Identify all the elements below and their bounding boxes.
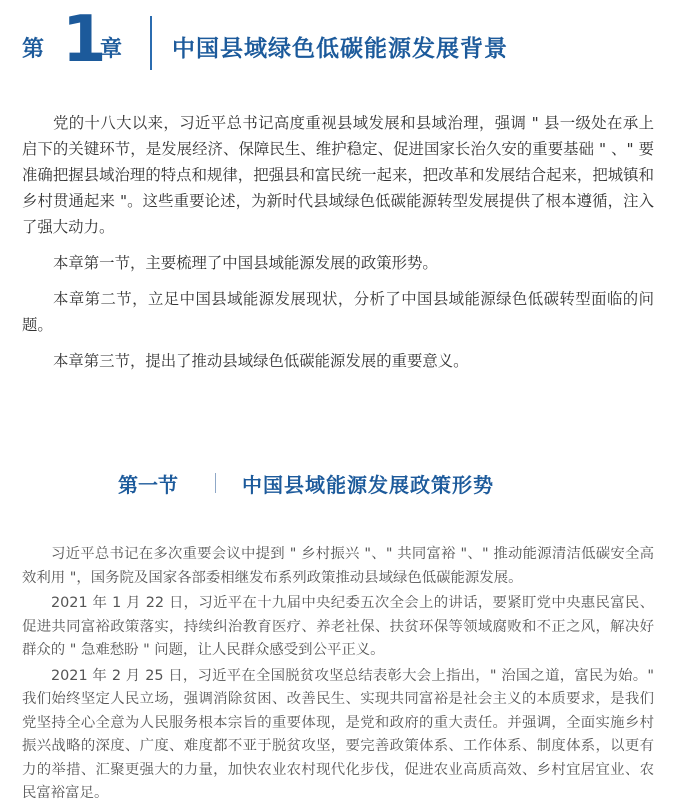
intro-paragraph: 本章第三节，提出了推动县域绿色低碳能源发展的重要意义。 (53, 352, 469, 370)
section-body (22, 543, 654, 808)
chapter-intro (22, 110, 654, 384)
chapter-divider (150, 16, 152, 70)
section-title: 中国县域能源发展政策形势 (242, 473, 494, 497)
chapter-suffix: 章 (100, 37, 123, 62)
section-divider (215, 473, 216, 493)
chapter-number: 1 (62, 3, 107, 77)
section-number: 第一节 (118, 473, 178, 497)
body-paragraph: 2021 年 2 月 25 日，习近平在全国脱贫攻坚总结表彰大会上指出，" 治国之道，富民为始。" 我们始终坚定人民立场，强调消除贫困、改善民生、实现共同富裕是社会主义的本质要求，是我们党坚持全心全意为人民服务根本宗旨的重要体现，是党和政府的重大责任。并强调，全面实施乡村振兴战略的深度、广度、难度都不亚于脱贫攻坚，要完善政策体系、工作体系、制度体系，以更有力的举措、汇聚更强大的力量，加快农业农村现代化步伐，促进农业高质高效、乡村宜居宜业、农民富裕富足。 (22, 667, 654, 801)
intro-paragraph: 党的十八大以来，习近平总书记高度重视县域发展和县域治理，强调 " 县一级处在承上启下的关键环节，是发展经济、保障民生、维护稳定、促进国家长治久安的重要基础 " 、" 要准确把握县域治理的特点和规律，把强县和富民统一起来，把改革和发展结合起来，把城镇和乡村贯通起来 "。这些重要论述，为新时代县域绿色低碳能源转型发展提供了根本遵循，注入了强大动力。 (22, 114, 654, 236)
body-paragraph: 习近平总书记在多次重要会议中提到 " 乡村振兴 "、" 共同富裕 "、" 推动能源清洁低碳安全高效利用 "，国务院及国家各部委相继发布系列政策推动县域绿色低碳能源发展。 (22, 546, 654, 586)
section-header (118, 467, 598, 501)
intro-paragraph: 本章第一节，主要梳理了中国县域能源发展的政策形势。 (53, 254, 438, 272)
chapter-prefix: 第 (22, 37, 45, 62)
chapter-title: 中国县域绿色低碳能源发展背景 (172, 36, 508, 62)
intro-paragraph: 本章第二节，立足中国县域能源发展现状，分析了中国县域能源绿色低碳转型面临的问题。 (22, 290, 654, 334)
chapter-header (22, 3, 662, 77)
body-paragraph: 2021 年 1 月 22 日，习近平在十九届中央纪委五次全会上的讲话，要紧盯党中央惠民富民、促进共同富裕政策落实，持续纠治教育医疗、养老社保、扶贫环保等领域腐败和不正之风，解决好群众的 " 急难愁盼 " 问题，让人民群众感受到公平正义。 (22, 595, 654, 658)
